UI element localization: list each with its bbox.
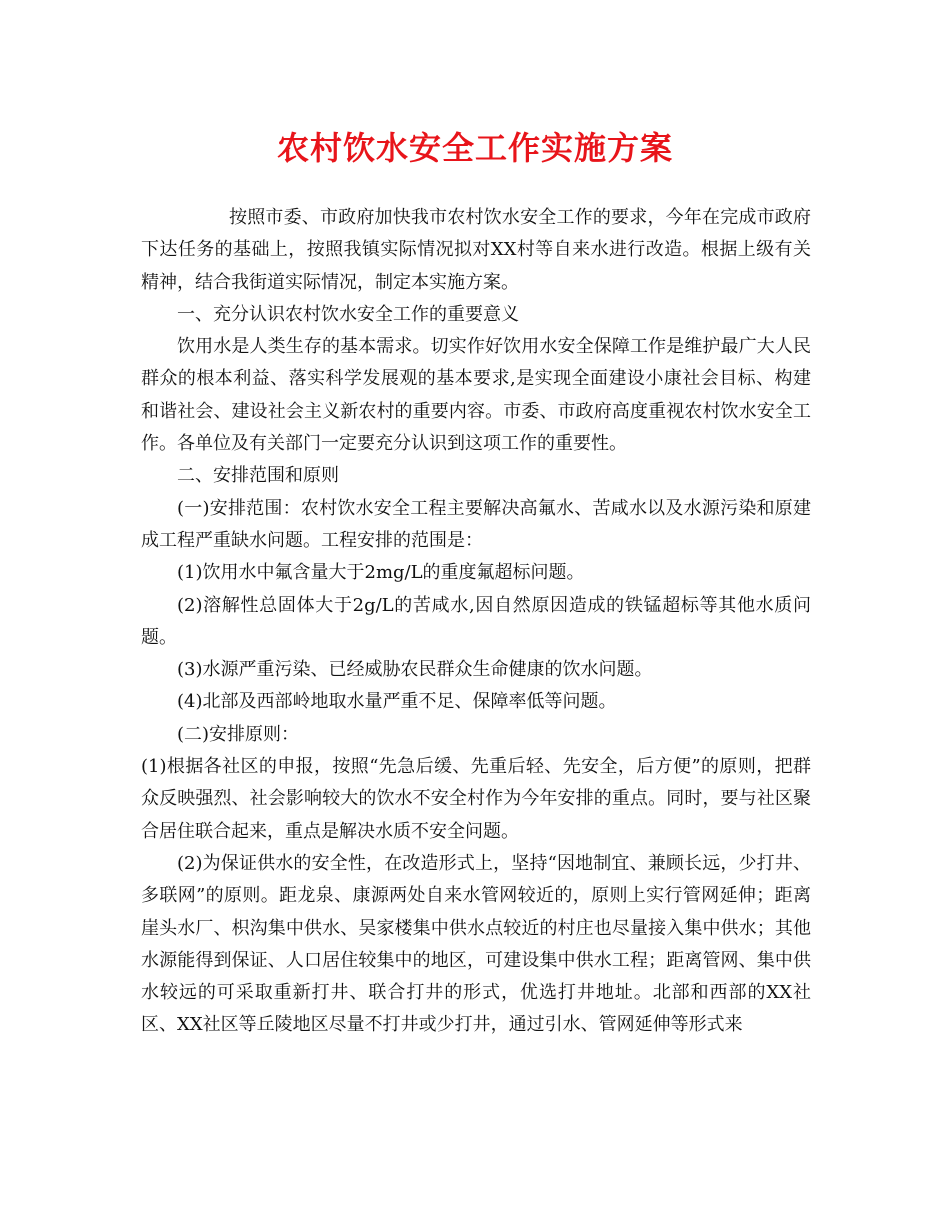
scope-item-1: (1)饮用水中氟含量大于2mg/L的重度氟超标问题。 [177,562,585,584]
principle-item-2: (2)为保证供水的安全性，在改造形式上，坚持“因地制宜、兼顾长远，少打井、多联网”的原则。距龙泉、康源两处自来水管网较近的，原则上实行管网延伸；距离崖头水厂、枳沟集中供水、吴家楼集中供水点较近的村庄也尽量接入集中供水；其他水源能得到保证、人口居住较集中的地区，可建设集中供水工程；距离管网、集中供水较远的可采取重新打井、联合打井的形式，优选打井地址。北部和西部的XX社区、XX社区等丘陵地区尽量不打井或少打井，通过引水、管网延伸等形式来 [141,852,811,1036]
paragraph-significance: 饮用水是人类生存的基本需求。切实作好饮用水安全保障工作是维护最广大人民群众的根本利益、落实科学发展观的基本要求,是实现全面建设小康社会目标、构建和谐社会、建设社会主义新农村的重要内容。市委、市政府高度重视农村饮水安全工作。各单位及有关部门一定要充分认识到这项工作的重要性。 [141,336,811,455]
scope-item-3: (3)水源严重污染、已经威胁农民群众生命健康的饮水问题。 [177,659,653,681]
subsection-heading-principles: (二)安排原则： [177,723,300,745]
intro-paragraph: 按照市委、市政府加快我市农村饮水安全工作的要求，今年在完成市政府下达任务的基础上，按照我镇实际情况拟对XX村等自来水进行改造。根据上级有关精神，结合我街道实际情况，制定本实施方案。 [141,207,811,293]
paragraph-scope: (一)安排范围：农村饮水安全工程主要解决高氟水、苦咸水以及水源污染和原建成工程严重缺水问题。工程安排的范围是： [141,497,811,551]
section-heading-2: 二、安排范围和原则 [177,465,339,487]
document-title: 农村饮水安全工作实施方案 [276,129,673,167]
scope-item-2: (2)溶解性总固体大于2g/L的苦咸水,因自然原因造成的铁锰超标等其他水质问题。 [141,594,811,648]
document-body [141,202,811,1042]
principle-item-1: (1)根据各社区的申报，按照“先急后缓、先重后轻、先安全，后方便”的原则，把群众反映强烈、社会影响较大的饮水不安全村作为今年安排的重点。同时，要与社区聚合居住联合起来，重点是解决水质不安全问题。 [141,756,811,842]
section-heading-1: 一、充分认识农村饮水安全工作的重要意义 [177,303,519,325]
scope-item-4: (4)北部及西部岭地取水量严重不足、保障率低等问题。 [177,691,617,713]
